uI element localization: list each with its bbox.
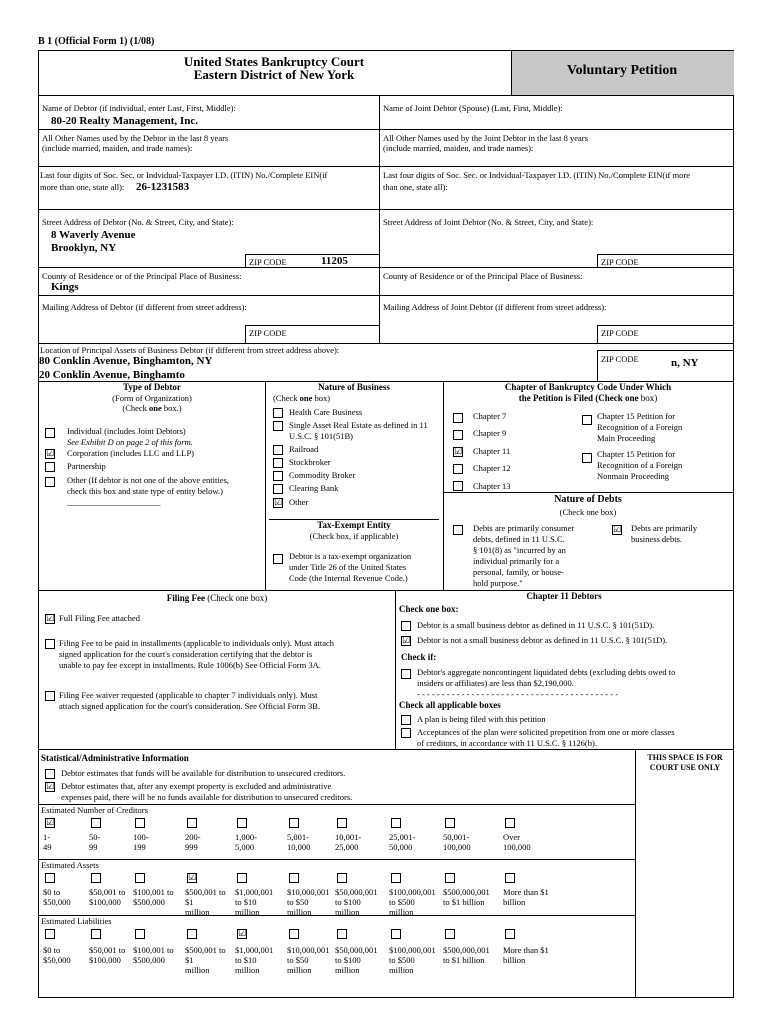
liabilities-option-3-label: million [185, 965, 210, 975]
single-asset-label: Single Asset Real Estate as defined in 11 [289, 420, 428, 430]
full-fee-checkbox[interactable]: ☑ [46, 614, 55, 624]
divider [443, 381, 444, 590]
liabilities-option-1-label: $50,001 to [89, 945, 126, 955]
debtor-street-label: Street Address of Debtor (No. & Street, City, and State): [42, 217, 234, 227]
assets-option-7-label: to $500 [389, 897, 415, 907]
consumer-debts-line-2: debts, defined in 11 U.S.C. [473, 534, 565, 544]
assets-option-4-label: to $10 [235, 897, 257, 907]
debtor-county[interactable]: Kings [51, 281, 79, 293]
joint-mailing-label: Mailing Address of Joint Debtor (if different from street address): [383, 302, 607, 312]
chapter-15-nonmain-checkbox[interactable] [582, 453, 592, 463]
creditors-option-1-label: 50- [89, 832, 101, 842]
acceptances-checkbox[interactable] [401, 728, 411, 738]
divider [39, 95, 733, 96]
creditors-option-8-label: 100,000 [443, 842, 471, 852]
other-entity-checkbox[interactable] [45, 477, 55, 487]
assets-option-6-label: $50,000,001 [335, 887, 378, 897]
debtor-ein[interactable]: 26-1231583 [136, 181, 190, 193]
other-entity-label-2: check this box and state type of entity below.) [67, 486, 223, 496]
tax-exempt-sub: (Check box, if applicable) [309, 531, 399, 541]
single-asset-label-2: U.S.C. § 101(51B) [289, 431, 353, 441]
check-one-label: Check one box: [399, 604, 459, 614]
consumer-debts-checkbox[interactable] [453, 525, 463, 535]
liabilities-option-6-label: to $100 [335, 955, 361, 965]
installments-checkbox[interactable] [45, 639, 55, 649]
creditors-option-1-label: 99 [89, 842, 98, 852]
assets-option-5-label: $10,000,001 [287, 887, 330, 897]
creditors-option-7-label: 25,001- [389, 832, 416, 842]
assets-options [39, 871, 635, 917]
chapter-title-2: the Petition is Filed (Check one box) [518, 393, 658, 403]
aggregate-debts-line-1: Debtor's aggregate noncontingent liquidated debts (excluding debts owed to [417, 667, 676, 677]
joint-street-label: Street Address of Joint Debtor (No. & Street, City, and State): [383, 217, 594, 227]
liabilities-option-0-label: $0 to [43, 945, 61, 955]
corporation-checkbox[interactable]: ☑ [46, 449, 55, 459]
creditors-option-3-label: 999 [185, 842, 198, 852]
assets-option-1-checkbox[interactable] [91, 873, 101, 883]
joint-other-names-label-2: (include married, maiden, and trade names): [383, 143, 534, 153]
assets-option-3-checkbox[interactable]: ☑ [188, 873, 197, 883]
commodity-broker-label: Commodity Broker [289, 470, 356, 480]
creditors-option-0-checkbox[interactable]: ☑ [46, 818, 55, 828]
location-line-1[interactable]: 80 Conklin Avenue, Binghamton, NY [39, 355, 213, 367]
liabilities-option-6-label: million [335, 965, 360, 975]
creditors-option-1-checkbox[interactable] [91, 818, 101, 828]
debtor-street-2[interactable]: Brooklyn, NY [51, 242, 117, 254]
tax-exempt-title: Tax-Exempt Entity [317, 520, 391, 530]
creditors-option-2-label: 100- [133, 832, 149, 842]
assets-option-8-checkbox[interactable] [445, 873, 455, 883]
business-debts-checkbox[interactable]: ☑ [613, 525, 622, 535]
assets-option-7-label: million [389, 907, 414, 917]
assets-option-2-label: $500,000 [133, 897, 165, 907]
liabilities-option-3-label: $1 [185, 955, 194, 965]
assets-option-6-label: to $100 [335, 897, 361, 907]
debtor-county-label: County of Residence or of the Principal Place of Business: [42, 271, 242, 281]
liabilities-option-0-checkbox[interactable] [45, 929, 55, 939]
waiver-checkbox[interactable] [45, 691, 55, 701]
liabilities-option-6-checkbox[interactable] [337, 929, 347, 939]
liabilities-options [39, 927, 635, 982]
debtor-ssn-label-2: more than one, state all): [40, 182, 125, 192]
debtor-other-names-label-2: (include married, maiden, and trade names): [42, 143, 193, 153]
chapter-7-checkbox[interactable] [453, 413, 463, 423]
assets-option-3-label: $1 [185, 897, 194, 907]
creditors-option-5-label: 5,001- [287, 832, 309, 842]
joint-name-label: Name of Joint Debtor (Spouse) (Last, First, Middle): [383, 103, 563, 113]
commodity-broker-checkbox[interactable] [273, 471, 283, 481]
assets-option-9-label: billion [503, 897, 526, 907]
small-business-checkbox[interactable] [401, 621, 411, 631]
assets-option-8-label: $500,000,001 [443, 887, 490, 897]
assets-option-2-checkbox[interactable] [135, 873, 145, 883]
liabilities-option-4-label: million [235, 965, 260, 975]
divider [39, 166, 733, 167]
liabilities-option-2-label: $500,000 [133, 955, 165, 965]
assets-option-3-label: million [185, 907, 210, 917]
divider [39, 295, 733, 296]
divider [39, 267, 733, 268]
assets-option-5-label: to $50 [287, 897, 309, 907]
plan-filed-checkbox[interactable] [401, 715, 411, 725]
small-business-label: Debtor is a small business debtor as defined in 11 U.S.C. § 101(51D). [417, 620, 655, 630]
chapter-15-main-label-2: Recognition of a Foreign [597, 422, 683, 432]
liabilities-option-1-label: $100,000 [89, 955, 121, 965]
liabilities-option-9-label: billion [503, 955, 526, 965]
assets-option-8-label: to $1 billion [443, 897, 485, 907]
creditors-option-5-label: 10,000 [287, 842, 311, 852]
consumer-debts-line-1: Debts are primarily consumer [473, 523, 575, 533]
court-use-label-2: COURT USE ONLY [649, 763, 721, 772]
assets-option-6-label: million [335, 907, 360, 917]
creditors-option-9-checkbox[interactable] [505, 818, 515, 828]
clearing-bank-checkbox[interactable] [273, 484, 283, 494]
stockbroker-checkbox[interactable] [273, 458, 283, 468]
business-debts-line-2: business debts. [631, 534, 682, 544]
nature-of-business-title: Nature of Business [318, 382, 390, 392]
debtor-zip-label: ZIP CODE [249, 257, 287, 267]
location-line-2[interactable]: 20 Conklin Avenue, Binghamto [39, 369, 185, 381]
liabilities-option-1-checkbox[interactable] [91, 929, 101, 939]
plan-filed-label: A plan is being filed with this petition [417, 714, 546, 724]
creditors-option-9-label: Over [503, 832, 520, 842]
assets-option-0-checkbox[interactable] [45, 873, 55, 883]
divider [379, 95, 380, 343]
assets-option-9-label: More than $1 [503, 887, 549, 897]
liabilities-option-9-label: More than $1 [503, 945, 549, 955]
creditors-option-7-checkbox[interactable] [391, 818, 401, 828]
other-business-label: Other [289, 497, 309, 507]
debtor-street-1[interactable]: 8 Waverly Avenue [51, 229, 136, 241]
type-of-debtor-sub: (Form of Organization) [112, 393, 192, 403]
debtor-zip[interactable]: 11205 [321, 255, 348, 267]
divider [39, 590, 443, 591]
location-zip-value[interactable]: n, NY [671, 357, 699, 369]
divider [39, 129, 733, 130]
other-entity-line: ______________________ [67, 497, 161, 507]
creditors-option-3-label: 200- [185, 832, 201, 842]
creditors-label: Estimated Number of Creditors [41, 805, 148, 815]
chapter-15-nonmain-label: Chapter 15 Petition for [597, 449, 676, 459]
chapter-15-main-label-3: Main Proceeding [597, 433, 656, 443]
tax-exempt-line-2: under Title 26 of the United States [289, 562, 407, 572]
court-name: United States Bankruptcy Court [183, 54, 365, 69]
consumer-debts-line-6: hold purpose." [473, 578, 523, 588]
mailing-zip-label: ZIP CODE [249, 328, 287, 338]
chapter-15-main-checkbox[interactable] [582, 415, 592, 425]
liabilities-option-5-label: to $50 [287, 955, 309, 965]
chapter-7-label: Chapter 7 [473, 411, 507, 421]
corporation-label: Corporation (includes LLC and LLP) [67, 448, 195, 458]
consumer-debts-line-4: individual primarily for a [473, 556, 560, 566]
railroad-checkbox[interactable] [273, 445, 283, 455]
creditors-option-0-label: 49 [43, 842, 52, 852]
joint-other-names-label: All Other Names used by the Joint Debtor in the last 8 years [383, 133, 588, 143]
tax-exempt-line-3: Code (the Internal Revenue Code.) [289, 573, 408, 583]
waiver-line-2: attach signed application for the court's consideration. See Official Form 3B. [59, 701, 321, 711]
chapter-11-label: Chapter 11 [473, 446, 511, 456]
assets-option-5-label: million [287, 907, 312, 917]
divider [39, 915, 635, 916]
funds-available-checkbox[interactable] [45, 769, 55, 779]
other-entity-label: Other (If debtor is not one of the above entities, [67, 475, 229, 485]
partnership-checkbox[interactable] [45, 462, 55, 472]
no-funds-line-2: expenses paid, there will be no funds available for distribution to unsecured creditors. [61, 792, 353, 802]
installments-line-3: unable to pay fee except in installments. Rule 1006(b) See Official Form 3A. [59, 660, 321, 670]
check-if-label: Check if: [401, 652, 437, 662]
creditors-option-3-checkbox[interactable] [187, 818, 197, 828]
assets-label: Estimated Assets [41, 860, 99, 870]
creditors-option-2-label: 199 [133, 842, 146, 852]
debtor-name[interactable]: 80-20 Realty Management, Inc. [51, 115, 198, 127]
check-all-label: Check all applicable boxes [399, 700, 501, 710]
liabilities-option-3-label: $500,001 to [185, 945, 226, 955]
divider [265, 381, 266, 590]
chapter-9-checkbox[interactable] [453, 430, 463, 440]
not-small-business-label: Debtor is not a small business debtor as defined in 11 U.S.C. § 101(51D). [417, 635, 668, 645]
consumer-debts-line-5: personal, family, or house- [473, 567, 564, 577]
chapter-15-nonmain-label-3: Nonmain Proceeding [597, 471, 669, 481]
joint-ssn-label: Last four digits of Soc. Sec. or Indvidual-Taxpayer I.D. (ITIN) No./Complete EIN(if more [383, 170, 690, 180]
liabilities-option-5-checkbox[interactable] [289, 929, 299, 939]
stockbroker-label: Stockbroker [289, 457, 331, 467]
aggregate-debts-line-2: insiders or affiliates) are less than $2,190,000. [417, 678, 574, 688]
debtor-mailing-label: Mailing Address of Debtor (if different from street address): [42, 302, 247, 312]
liabilities-option-9-checkbox[interactable] [505, 929, 515, 939]
clearing-bank-label: Clearing Bank [289, 483, 339, 493]
not-small-business-checkbox[interactable]: ☑ [402, 636, 411, 646]
railroad-label: Railroad [289, 444, 319, 454]
liabilities-option-8-label: $500,000,001 [443, 945, 490, 955]
divider [39, 859, 635, 860]
divider [39, 343, 733, 344]
individual-note: See Exhibit D on page 2 of this form. [67, 437, 193, 447]
nature-of-business-sub: (Check one box) [273, 393, 331, 403]
assets-option-7-label: $100,000,001 [389, 887, 436, 897]
chapter-12-checkbox[interactable] [453, 464, 463, 474]
nature-of-debts-sub: (Check one box) [559, 507, 617, 517]
creditors-option-9-label: 100,000 [503, 842, 531, 852]
assets-option-2-label: $100,001 to [133, 887, 174, 897]
creditors-option-4-checkbox[interactable] [237, 818, 247, 828]
liabilities-option-8-label: to $1 billion [443, 955, 485, 965]
chapter-13-checkbox[interactable] [453, 481, 463, 491]
liabilities-option-2-checkbox[interactable] [135, 929, 145, 939]
location-label: Location of Principal Assets of Business Debtor (if different from street address above): [40, 345, 340, 355]
individual-checkbox[interactable] [45, 428, 55, 438]
liabilities-option-7-label: million [389, 965, 414, 975]
debtor-other-names-label: All Other Names used by the Debtor in the last 8 years [42, 133, 229, 143]
assets-option-0-label: $0 to [43, 887, 61, 897]
creditors-options [39, 816, 635, 858]
liabilities-option-7-label: $100,000,001 [389, 945, 436, 955]
court-use-label: THIS SPACE IS FOR [647, 753, 723, 762]
liabilities-option-4-label: $1,000,001 [235, 945, 274, 955]
assets-option-5-checkbox[interactable] [289, 873, 299, 883]
creditors-option-4-label: 1,000- [235, 832, 257, 842]
assets-option-0-label: $50,000 [43, 897, 71, 907]
liabilities-option-6-label: $50,000,001 [335, 945, 378, 955]
location-zip-label: ZIP CODE [601, 354, 639, 364]
chapter-15-main-label: Chapter 15 Petition for [597, 411, 676, 421]
creditors-option-8-checkbox[interactable] [445, 818, 455, 828]
type-of-debtor-sub-2: (Check one box.) [122, 403, 182, 413]
chapter-11-checkbox[interactable]: ☑ [454, 447, 463, 457]
divider [39, 209, 733, 210]
assets-option-4-label: $1,000,001 [235, 887, 274, 897]
petition-form [38, 50, 734, 998]
divider [39, 749, 733, 750]
assets-option-4-label: million [235, 907, 260, 917]
creditors-option-6-label: 10,001- [335, 832, 362, 842]
liabilities-option-5-label: million [287, 965, 312, 975]
creditors-option-6-label: 25,000 [335, 842, 359, 852]
no-funds-line-1: Debtor estimates that, after any exempt property is excluded and administrative [61, 781, 332, 791]
nature-of-debts-title: Nature of Debts [554, 494, 622, 505]
chapter-11-debtors-title: Chapter 11 Debtors [526, 591, 602, 601]
creditors-option-6-checkbox[interactable] [337, 818, 347, 828]
assets-option-1-label: $50,001 to [89, 887, 126, 897]
health-care-label: Health Care Business [289, 407, 363, 417]
tax-exempt-line-1: Debtor is a tax-exempt organization [289, 551, 412, 561]
full-fee-label: Full Filing Fee attached [59, 613, 140, 623]
liabilities-option-0-label: $50,000 [43, 955, 71, 965]
creditors-option-5-checkbox[interactable] [289, 818, 299, 828]
chapter-9-label: Chapter 9 [473, 428, 507, 438]
joint-ssn-label-2: than one, state all): [383, 182, 448, 192]
assets-option-9-checkbox[interactable] [505, 873, 515, 883]
business-debts-line-1: Debts are primarily [631, 523, 698, 533]
chapter-15-nonmain-label-2: Recognition of a Foreign [597, 460, 683, 470]
form-id: B 1 (Official Form 1) (1/08) [38, 36, 155, 47]
chapter-13-label: Chapter 13 [473, 481, 511, 491]
joint-county-label: County of Residence or of the Principal Place of Business: [383, 271, 583, 281]
creditors-option-7-label: 50,000 [389, 842, 413, 852]
installments-line-2: signed application for the court's consideration certifying that the debtor is [59, 649, 313, 659]
debtor-ssn-label: Last four digits of Soc. Sec. or Indvidual-Taxpayer I.D. (ITIN) No./Complete EIN(if [40, 170, 328, 180]
creditors-option-2-checkbox[interactable] [135, 818, 145, 828]
assets-option-4-checkbox[interactable] [237, 873, 247, 883]
creditors-option-8-label: 50,001- [443, 832, 470, 842]
liabilities-option-2-label: $100,001 to [133, 945, 174, 955]
chapter-title: Chapter of Bankruptcy Code Under Which [504, 382, 672, 392]
creditors-option-0-label: 1- [43, 832, 51, 842]
creditors-option-4-label: 5,000 [235, 842, 255, 852]
liabilities-option-8-checkbox[interactable] [445, 929, 455, 939]
health-care-checkbox[interactable] [273, 408, 283, 418]
liabilities-option-4-label: to $10 [235, 955, 257, 965]
single-asset-checkbox[interactable] [273, 421, 283, 431]
no-funds-checkbox[interactable]: ☑ [46, 782, 55, 792]
acceptances-line-2: of creditors, in accordance with 11 U.S.C. § 1126(b). [417, 738, 597, 748]
aggregate-debts-checkbox[interactable] [401, 669, 411, 679]
divider [395, 590, 396, 749]
assets-option-6-checkbox[interactable] [337, 873, 347, 883]
debtor-name-label: Name of Debtor (if individual, enter Last, First, Middle): [42, 103, 236, 113]
liabilities-option-5-label: $10,000,001 [287, 945, 330, 955]
waiver-line-1: Filing Fee waiver requested (applicable to chapter 7 individuals only). Must [59, 690, 318, 700]
individual-label: Individual (includes Joint Debtors) [67, 426, 186, 436]
type-of-debtor-title: Type of Debtor [123, 382, 181, 392]
liabilities-option-4-checkbox[interactable]: ☑ [238, 929, 247, 939]
dashed-separator: - - - - - - - - - - - - - - - - - - - - - - - - - - - - - - - - - - - - - - - - - [417, 689, 619, 699]
liabilities-option-7-checkbox[interactable] [391, 929, 401, 939]
statistical-title: Statistical/Administrative Information [41, 753, 189, 763]
divider [443, 492, 733, 493]
divider [635, 749, 636, 997]
petition-title: Voluntary Petition [566, 63, 678, 78]
tax-exempt-checkbox[interactable] [273, 554, 283, 564]
assets-option-1-label: $100,000 [89, 897, 121, 907]
installments-line-1: Filing Fee to be paid in installments (applicable to individuals only). Must attach [59, 638, 335, 648]
funds-available-label: Debtor estimates that funds will be available for distribution to unsecured creditors. [61, 768, 346, 778]
assets-option-3-label: $500,001 to [185, 887, 226, 897]
liabilities-label: Estimated Liabilities [41, 916, 112, 926]
acceptances-line-1: Acceptances of the plan were solicited prepetition from one or more classes [417, 727, 675, 737]
partnership-label: Partnership [67, 461, 106, 471]
filing-fee-title: Filing Fee (Check one box) [166, 593, 268, 603]
liabilities-option-7-label: to $500 [389, 955, 415, 965]
liabilities-option-3-checkbox[interactable] [187, 929, 197, 939]
chapter-12-label: Chapter 12 [473, 463, 511, 473]
court-district: Eastern District of New York [193, 67, 355, 82]
joint-mailing-zip-label: ZIP CODE [601, 328, 639, 338]
other-business-checkbox[interactable]: ☑ [274, 498, 283, 508]
joint-zip-label: ZIP CODE [601, 257, 639, 267]
consumer-debts-line-3: § 101(8) as "incurred by an [473, 545, 566, 555]
assets-option-7-checkbox[interactable] [391, 873, 401, 883]
